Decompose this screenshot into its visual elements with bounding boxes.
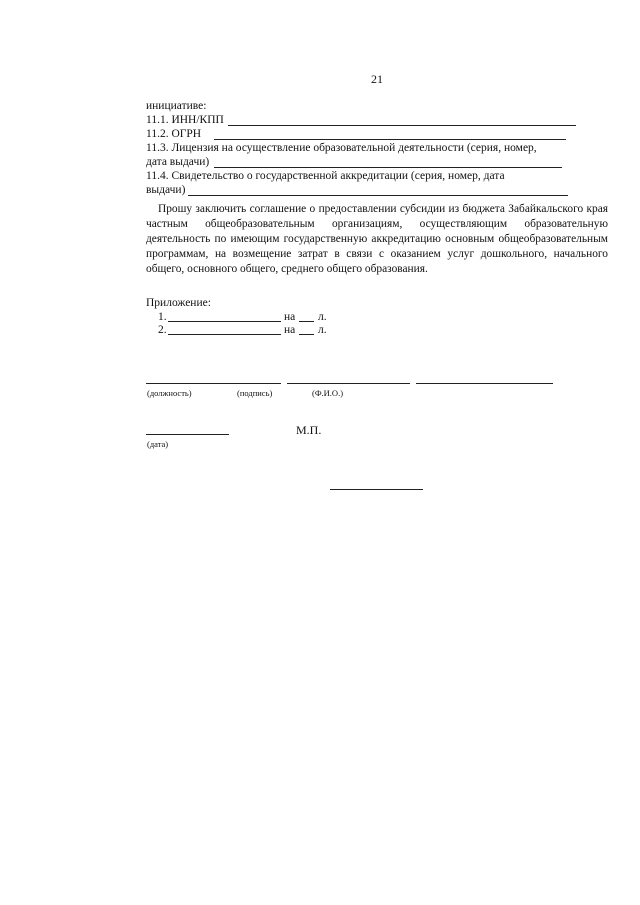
accreditation-line <box>188 195 568 196</box>
signature-line <box>287 383 410 384</box>
inn-kpp-label: 11.1. ИНН/КПП <box>146 114 224 126</box>
attachment-item-1-number: 1. <box>158 311 167 323</box>
name-line <box>416 383 553 384</box>
ogrn-line <box>214 139 566 140</box>
license-label-line2: дата выдачи) <box>146 156 210 168</box>
page-number: 21 <box>371 72 383 86</box>
request-paragraph <box>146 202 608 277</box>
position-caption: (должность) <box>147 388 192 398</box>
stamp-mark: М.П. <box>296 423 322 437</box>
date-caption: (дата) <box>147 439 169 449</box>
name-caption: (Ф.И.О.) <box>312 388 344 398</box>
signature-caption: (подпись) <box>237 388 273 398</box>
attachments-heading: Приложение: <box>146 297 211 309</box>
position-line <box>146 383 281 384</box>
attachment-item-2-l: л. <box>318 324 327 336</box>
attachment-item-2-pages-line <box>299 334 314 335</box>
ogrn-label: 11.2. ОГРН <box>146 128 202 140</box>
attachment-item-1-line <box>168 321 281 322</box>
license-label-line1: 11.3. Лицензия на осуществление образовательной деятельности (серия, номер, <box>146 142 537 154</box>
date-line <box>146 434 229 435</box>
attachment-item-2-line <box>168 334 281 335</box>
accreditation-label-line2: выдачи) <box>146 184 186 196</box>
attachment-item-1-pages-line <box>299 321 314 322</box>
license-line <box>214 167 562 168</box>
inn-kpp-line <box>228 125 576 126</box>
closing-separator <box>330 489 423 490</box>
attachment-item-2-number: 2. <box>158 324 167 336</box>
attachment-item-1-na: на <box>284 311 296 323</box>
attachment-item-1-l: л. <box>318 311 327 323</box>
accreditation-label-line1: 11.4. Свидетельство о государственной аккредитации (серия, номер, дата <box>146 170 505 182</box>
intro-text: инициативе: <box>146 100 207 112</box>
attachment-item-2-na: на <box>284 324 296 336</box>
request-text: Прошу заключить соглашение о предоставлении субсидии из бюджета Забайкальского края частным общеобразовательным организациям, осуществляющим образовательную деятельность по имеющим государственную аккредитацию основным общеобразовательным программам, на возмещение затрат в связи с оказанием услуг дошкольного, начального общего, основного общего, среднего общего образования. <box>146 203 608 275</box>
